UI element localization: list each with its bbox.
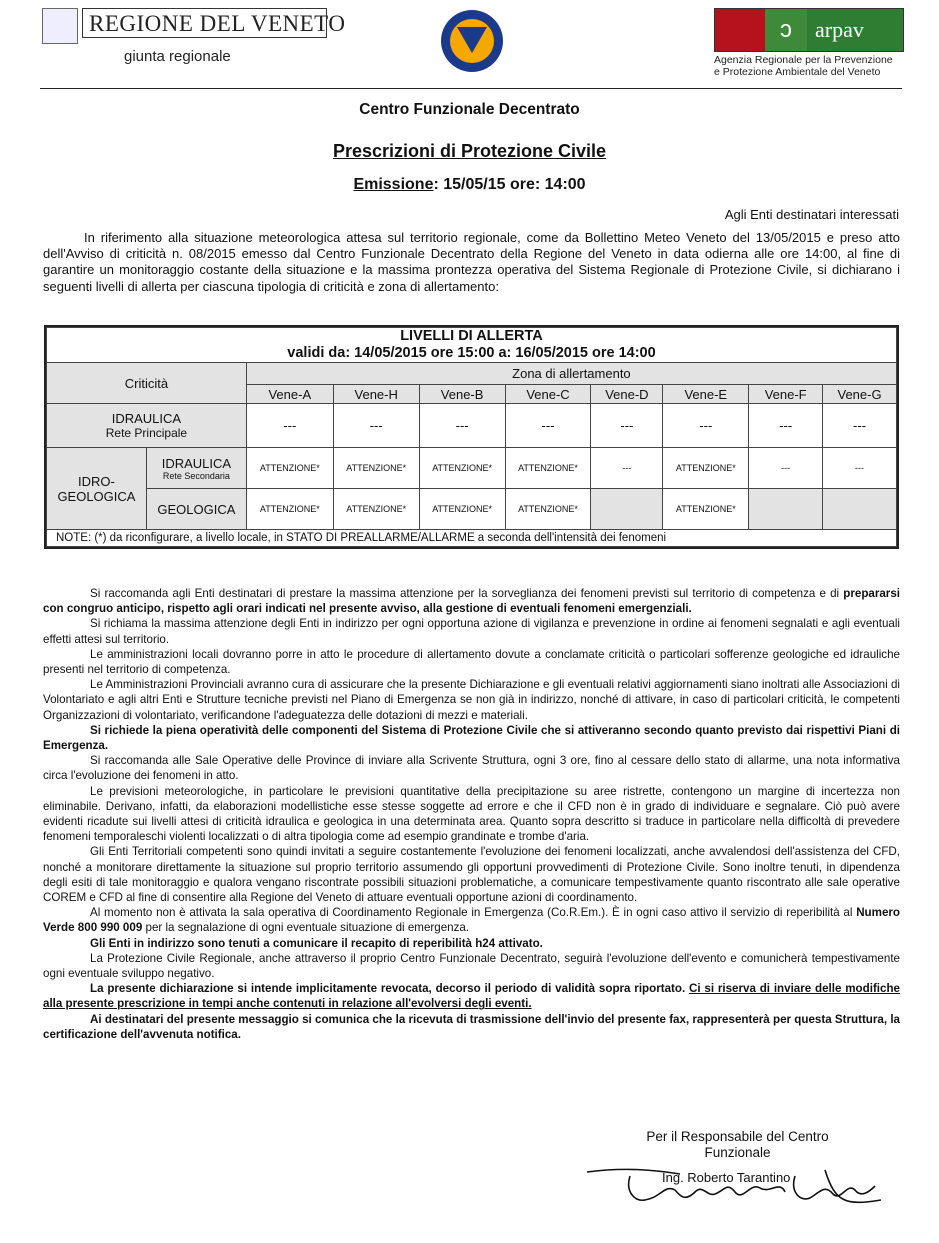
zone-header: Vene-C <box>505 385 591 404</box>
arpav-subtitle: Agenzia Regionale per la Prevenzione e Protezione Ambientale del Veneto <box>714 54 893 78</box>
paragraph: Gli Enti Territoriali competenti sono quindi invitati a seguire costantemente l'evoluzione dei fenomeni localizzati, anche avvalendosi dell'assistenza del CFD, nonché a monitorare direttamente la situazione sul proprio territorio assumendo gli opportuni provvedimenti di Protezione Civile. Sono inoltre tenuti, in dipendenza degli esiti di tale monitoraggio e qualora vengano riscontrate possibili situazioni problematiche, a comunicare tempestivamente quanto riscontrato alle sale operative COREM e CFD al fine di consentire alla Regione del Veneto di attuare eventuali opportune azioni di coordinamento. <box>43 845 900 905</box>
alert-cell: ATTENZIONE* <box>333 448 419 489</box>
zone-header: Vene-D <box>591 385 663 404</box>
idro-geologica-label: IDRO- GEOLOGICA <box>47 448 147 530</box>
zone-header: Vene-E <box>663 385 749 404</box>
alert-cell: ATTENZIONE* <box>246 489 333 530</box>
emission-line <box>0 176 939 194</box>
alert-cell: --- <box>749 448 823 489</box>
paragraph-bold: La presente dichiarazione si intende implicitamente revocata, decorso il periodo di validità sopra riportato. Ci si riserva di inviare delle modifiche alla presente prescrizione in tempi anche contenuti in relazione all'evolversi degli eventi. <box>43 982 900 1011</box>
row-idraulica-secondaria-label: IDRAULICA Rete Secondaria <box>146 448 246 489</box>
lion-crest-icon <box>42 8 78 44</box>
paragraph: La Protezione Civile Regionale, anche attraverso il proprio Centro Funzionale Decentrato, seguirà l'evoluzione dell'evento e comunicherà tempestivamente ogni eventuale sviluppo negativo. <box>43 951 900 981</box>
alert-cell: --- <box>591 448 663 489</box>
arpav-mark-icon: ↄ <box>765 9 807 51</box>
row-idraulica-principale-label: IDRAULICA Rete Principale <box>47 404 247 448</box>
protezione-civile-logo <box>441 10 503 72</box>
paragraph: Le Amministrazioni Provinciali avranno cura di assicurare che la presente Dichiarazione e gli eventuali relativi aggiornamenti siano inoltrati alle Associazioni di Volontariato e agli altri Enti e Strutture tecniche previsti nel Piano di Emergenza se non già in indirizzo, nonché di attivare, in caso di particolari criticità, le competenti Organizzazioni di volontariato, verificandone l'adeguatezza delle dotazioni di mezzi e materiali. <box>43 678 900 722</box>
giunta-regionale: giunta regionale <box>124 48 231 65</box>
zone-header: Vene-B <box>419 385 505 404</box>
alert-cell: --- <box>591 404 663 448</box>
alert-cell: ATTENZIONE* <box>505 448 591 489</box>
page-title: Prescrizioni di Protezione Civile <box>332 141 607 161</box>
alert-cell: --- <box>749 404 823 448</box>
zone-header: Vene-F <box>749 385 823 404</box>
alert-cell: --- <box>663 404 749 448</box>
paragraph: Le amministrazioni locali dovranno porre in atto le procedure di allertamento dovute a conclamate criticità o particolari sofferenze geologiche ed idrauliche presenti nel territorio di competenza. <box>43 647 900 677</box>
arpav-logo <box>714 8 904 52</box>
emission-value: : 15/05/15 ore: 14:00 <box>433 176 586 193</box>
table-header <box>47 328 897 363</box>
signature-block: Per il Responsabile del Centro Funzionale <box>646 1129 829 1160</box>
handwritten-signature <box>585 1162 885 1212</box>
paragraph: Al momento non è attivata la sala operativa di Coordinamento Regionale in Emergenza (Co.R.Em.). È in ogni caso attivo il servizio di reperibilità al Numero Verde 800 990 009 per la segnalazione di ogni eventuale situazione di emergenza. <box>43 906 900 935</box>
alert-cell: ATTENZIONE* <box>419 448 505 489</box>
alert-cell: --- <box>823 404 897 448</box>
recipients-line: Agli Enti destinatari interessati <box>724 207 899 222</box>
regione-veneto-name: REGIONE DEL VENETO <box>82 8 327 38</box>
alert-cell-empty <box>591 489 663 530</box>
intro-paragraph: In riferimento alla situazione meteorologica attesa sul territorio regionale, come da Bollettino Meteo Veneto del 13/05/2015 e preso atto dell'Avviso di criticità n. 08/2015 emesso dal Centro Funzionale Decentrato della Regione del Veneto in data odierna alle ore 14:00, al fine di garantire un monitoraggio costante della situazione e la massima prontezza operativa del Sistema Regionale di Protezione Civile, si dichiarano i seguenti livelli di allerta per ciascuna tipologia di criticità e zona di allertamento: <box>43 230 900 294</box>
centro-title: Centro Funzionale Decentrato <box>359 101 580 118</box>
numero-verde: Numero Verde 800 990 009 <box>43 906 900 935</box>
zone-header: Vene-A <box>246 385 333 404</box>
signatory-name: Ing. Roberto Tarantino <box>662 1170 791 1185</box>
regione-veneto-logo <box>42 8 346 42</box>
paragraph-bold: Gli Enti in indirizzo sono tenuti a comunicare il recapito di reperibilità h24 attivato. <box>90 936 543 950</box>
alert-cell: --- <box>333 404 419 448</box>
paragraph-bold: Ai destinatari del presente messaggio si comunica che la ricevuta di trasmissione dell'invio del presente fax, rappresenterà per questa Struttura, la certificazione dell'avvenuta notifica. <box>43 1012 900 1041</box>
alert-cell: ATTENZIONE* <box>419 489 505 530</box>
paragraph-bold: Si richiede la piena operatività delle componenti del Sistema di Protezione Civile che si attiveranno secondo quanto previsto dai rispettivi Piani di Emergenza. <box>43 723 900 753</box>
row-geologica-label: GEOLOGICA <box>146 489 246 530</box>
alert-cell: --- <box>823 448 897 489</box>
prescriptions-body <box>43 586 900 1042</box>
alert-cell: ATTENZIONE* <box>663 448 749 489</box>
table-validity: validi da: 14/05/2015 ore 15:00 a: 16/05/2015 ore 14:00 <box>287 345 656 361</box>
paragraph: Si raccomanda agli Enti destinatari di prestare la massima attenzione per la sorveglianza dei fenomeni previsti sul territorio di competenza e di prepararsi con congruo anticipo, rispetto agli orari indicati nel presente avviso, alla gestione di eventuali fenomeni emergenziali. <box>43 587 900 616</box>
table-title: LIVELLI DI ALLERTA <box>400 328 543 344</box>
emission-label: Emissione <box>353 176 434 193</box>
alert-cell: ATTENZIONE* <box>505 489 591 530</box>
criticita-header: Criticità <box>47 363 247 404</box>
alert-cell: --- <box>419 404 505 448</box>
zona-header: Zona di allertamento <box>246 363 896 385</box>
alert-cell: ATTENZIONE* <box>663 489 749 530</box>
paragraph: Le previsioni meteorologiche, in particolare le previsioni quantitative della precipitazione su aree ristrette, contengono un margine di incertezza non eliminabile. Derivano, infatti, da elaborazioni modellistiche esse stesse soggette ad errore e che il CFD non è in grado di individuare e segnalare. Ciò può avere evidenti ricadute sui livelli attesi di criticità idraulica e geologica in una determinata area. Quanto sopra descritto si traduce in particolare nella difficoltà di prevedere fenomeni temporaleschi violenti localizzati o di altra tipologia come ad esempio grandinate e trombe d'aria. <box>43 784 900 844</box>
alert-cell: ATTENZIONE* <box>246 448 333 489</box>
alert-levels-table <box>44 325 899 549</box>
alert-cell: --- <box>246 404 333 448</box>
header-divider <box>40 88 902 89</box>
alert-cell: ATTENZIONE* <box>333 489 419 530</box>
lion-icon <box>715 9 765 51</box>
paragraph: Si richiama la massima attenzione degli Enti in indirizzo per ogni opportuna azione di vigilanza e prevenzione in ordine ai fenomeni segnalati e agli eventuali effetti attesi sul territorio. <box>43 617 900 646</box>
table-note: NOTE: (*) da riconfigurare, a livello locale, in STATO DI PREALLARME/ALLARME a seconda dell'intensità dei fenomeni <box>47 530 897 547</box>
alert-cell: --- <box>505 404 591 448</box>
paragraph: Si raccomanda alle Sale Operative delle Province di inviare alla Scrivente Struttura, ogni 3 ore, fino al cessare dello stato di allarme, una nota informativa circa l'evoluzione dei fenomeni in atto. <box>43 754 900 783</box>
alert-cell-empty <box>823 489 897 530</box>
zone-header: Vene-H <box>333 385 419 404</box>
alert-cell-empty <box>749 489 823 530</box>
arpav-name: arpav <box>807 9 903 51</box>
zone-header: Vene-G <box>823 385 897 404</box>
